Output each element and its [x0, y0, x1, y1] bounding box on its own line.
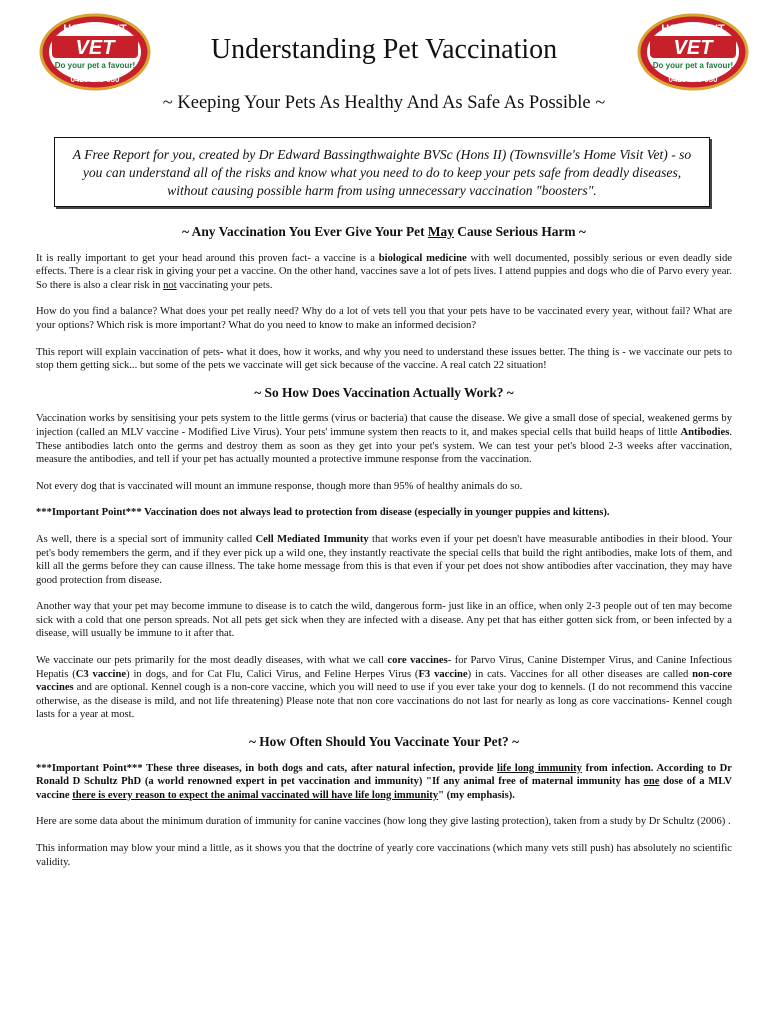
document-title: Understanding Pet Vaccination	[210, 34, 558, 65]
document-body	[36, 225, 732, 882]
logo-top-text: HOME VISIT	[63, 23, 127, 35]
paragraph: Vaccination works by sensitising your pets system to the little germs (virus or bacteria) that cause the disease. We give a small dose of special, weakened germs by injection (called an MLV vaccine - Modified Live Virus). Your pets' immune system then reacts to it, and makes special cells that build heaps of little Antibodies. These antibodies latch onto the germs and destroy them as soon as they get into your pet's system. We can test your pet's blood 2-3 weeks after vaccination, measure the antibodies, and tell if your pet has actually mounted a protective immune response from the vaccination.	[36, 413, 732, 466]
home-visit-vet-logo-right	[636, 12, 750, 92]
logo-main-text: VET	[673, 37, 713, 59]
paragraph: Here are some data about the minimum duration of immunity for canine vaccines (how long they give lasting protection), taken from a study by Dr Schultz (2006) .	[36, 816, 731, 828]
logo-tagline: Do your pet a favour!	[54, 61, 136, 70]
section-heading-how-often: ~ How Often Should You Vaccinate Your Pet? ~	[248, 734, 520, 750]
paragraph: We vaccinate our pets primarily for the most deadly diseases, with what we call core vaccines- for Parvo Virus, Canine Distemper Virus, and Canine Infectious Hepatis (C3 vaccine) in dogs, and for Cat Flu, Calici Virus, and Feline Herpes Virus (F3 vaccine) in cats. Vaccines for all other diseases are called non-core vaccines and are optional. Kennel cough is a non-core vaccine, which you will need to use if you ever take your dog to kennels. (I do not recommend this vaccine otherwise, as the disease is mild, and not life threatening) Please note that non core vaccinations do not last for nearly as long as core vaccinations- Kennel cough lasts for a year at most.	[36, 655, 732, 721]
intro-box: A Free Report for you, created by Dr Edward Bassingthwaighte BVSc (Hons II) (Townsville's Home Visit Vet) - so you can understand all of the risks and know what you need to do to keep your pets safe from deadly diseases, without causing possible harm from using unnecessary vaccination "boosters".	[54, 137, 710, 207]
vet-logo-graphic	[636, 12, 750, 92]
logo-top-text: HOME VISIT	[661, 23, 725, 35]
paragraph: This information may blow your mind a little, as it shows you that the doctrine of yearly core vaccinations (which many vets still push) has absolutely no scientific validity.	[36, 843, 732, 868]
paragraph: Not every dog that is vaccinated will mount an immune response, though more than 95% of healthy animals do so.	[36, 480, 523, 492]
document-subtitle: ~ Keeping Your Pets As Healthy And As Safe As Possible ~	[162, 93, 606, 113]
paragraph: How do you find a balance? What does your pet really need? Why do a lot of vets tell you that your pets have to be vaccinated every year, without fail? What are your options? Which risk is more important? What do you need to know to make an informed decision?	[36, 306, 732, 331]
section-heading-how-works: ~ So How Does Vaccination Actually Work? ~	[254, 384, 514, 400]
paragraph: Another way that your pet may become immune to disease is to catch the wild, dangerous form- just like in an office, when only 2-3 people out of ten may become sick with a cold that one person spreads. Not all pets get sick when they are infected with a disease. Any pet that has either gotten sick from, or been infected by a disease, will usually be immune to it after that.	[36, 601, 732, 640]
paragraph: As well, there is a special sort of immunity called Cell Mediated Immunity that works even if your pet doesn't have measurable antibodies in their blood. Your pet's body remembers the germ, and if they ever pick up a wild one, they instantly reactivate the special cells that build the right antibodies, make lots of them, and kill all the germs before they can cause illness. The take home message from this is that even if your pet does not show antibodies after vaccination, they may have good protection from disease.	[36, 533, 732, 586]
logo-phone: 0428 278 630	[70, 75, 120, 84]
paragraph: It is really important to get your head around this proven fact- a vaccine is a biological medicine with well documented, possibly serious or even deadly side effects. There is a clear risk in giving your pet a vaccine. On the other hand, vaccines save a lot of pets lives. I attend puppies and dogs who die of Parvo every year. So there is also a clear risk in not vaccinating your pets.	[36, 252, 732, 291]
section-heading-harm: ~ Any Vaccination You Ever Give Your Pet May Cause Serious Harm ~	[182, 224, 586, 239]
logo-phone: 0428 278 630	[668, 75, 718, 84]
paragraph: This report will explain vaccination of pets- what it does, how it works, and why you need to understand these issues better. The thing is - we vaccinate our pets to stop them getting sick... but some of the pets we vaccinate will get sick because of the vaccine. A real catch 22 situation!	[36, 346, 732, 372]
important-point: ***Important Point*** Vaccination does not always lead to protection from disease (especially in younger puppies and kittens).	[36, 507, 610, 519]
important-point: ***Important Point*** These three diseases, in both dogs and cats, after natural infection, provide life long immunity from infection. According to Dr Ronald D Schultz PhD (a world renowned expert in pet vaccination and immunity) "If any animal free of maternal immunity has one dose of a MLV vaccine there is every reason to expect the animal vaccinated will have life long immunity" (my emphasis).	[36, 762, 732, 801]
logo-tagline: Do your pet a favour!	[652, 61, 734, 70]
logo-main-text: VET	[75, 37, 115, 59]
